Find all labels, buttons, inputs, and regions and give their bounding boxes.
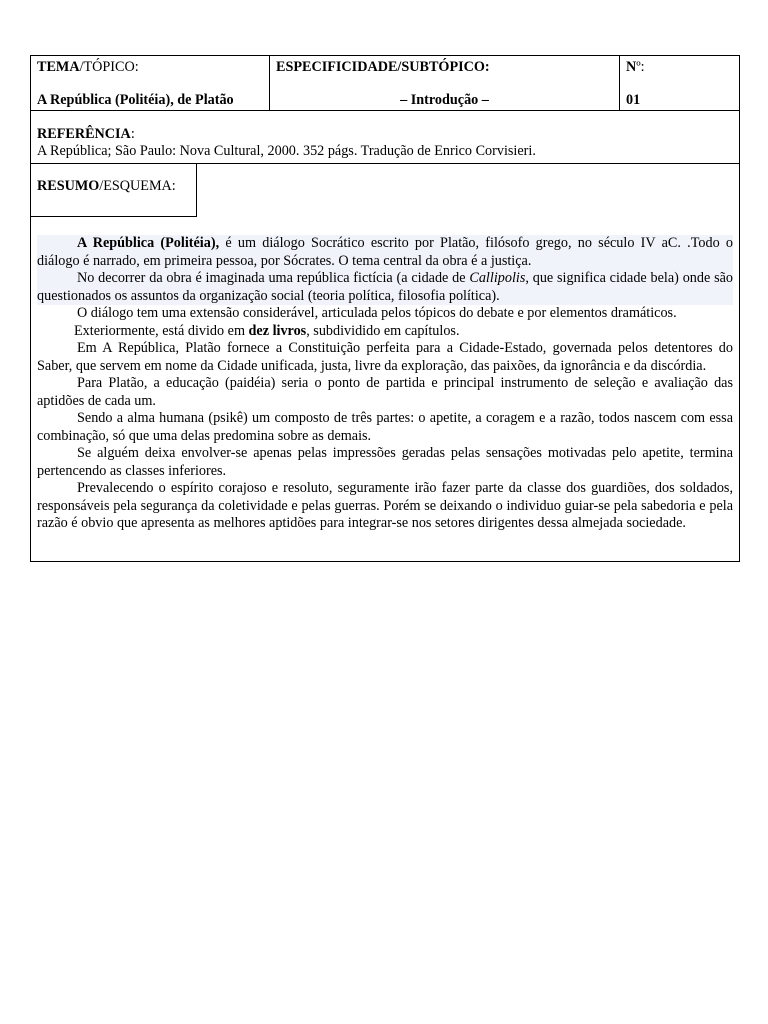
paragraph-2-end: , que significa cidade bela) onde são questionados os assuntos da organização social (teoria política, filosofia política). [37,270,733,304]
paragraph-3: O diálogo tem uma extensão considerável, articulada pelos tópicos do debate e por elementos dramáticos. [77,305,677,321]
reference-section [31,111,739,164]
paragraph-1-bold: A República (Politéia), [77,235,220,251]
tema-label-bold: TEMA [37,59,80,75]
numero-value-text: 01 [626,92,641,108]
especificidade-value [276,91,613,109]
paragraph-4-bold: dez livros [248,322,307,339]
tema-value-text: A República (Politéia), de Platão [37,92,234,108]
numero-cell [620,56,739,110]
reference-text: A República; São Paulo: Nova Cultural, 2000. 352 págs. Tradução de Enrico Corvisieri. [37,143,536,159]
tema-label [37,58,263,76]
paragraph-4 [37,323,733,341]
paragraph-4-start: Exteriormente, está divido em [74,322,249,339]
reference-colon: : [130,126,135,142]
especificidade-value-text: – Introdução – [400,92,489,108]
resumo-label-bold: RESUMO [37,178,100,194]
especificidade-label [276,58,613,76]
paragraph-9: Prevalecendo o espírito corajoso e resoluto, seguramente irão fazer parte da classe dos guardiões, dos soldados, responsáveis pela segurança da coletividade e pelas guerras. Porém se deixando o individuo guiar-se pela sabedoria e pela razão é obvio que apresenta as melhores aptidões para integrar-se nos setores dirigentes dessa almejada sociedade. [37,480,733,531]
paragraph-2-start: No decorrer da obra é imaginada uma república fictícia (a cidade de [77,270,470,286]
paragraph-4-end: , subdividido em capítulos. [306,322,460,339]
especificidade-cell [270,56,620,110]
paragraph-7: Sendo a alma humana (psikê) um composto de três partes: o apetite, a coragem e a razão, todos nascem com essa combinação, só que uma delas predomina sobre as demais. [37,410,733,444]
paragraph-2 [37,270,733,305]
numero-label-bold: N [626,59,637,75]
resumo-label [31,164,197,217]
reference-label-text: REFERÊNCIA [37,126,131,142]
tema-value [37,91,263,109]
tema-label-rest: /TÓPICO: [79,59,139,75]
paragraph-8: Se alguém deixa envolver-se apenas pelas impressões geradas pelas sensações motivadas pelo apetite, termina pertencendo as classes inferiores. [37,445,733,479]
paragraph-2-italic: Callipolis [469,270,526,286]
resumo-label-rest: /ESQUEMA: [99,178,176,194]
numero-value [626,91,733,109]
paragraph-1 [37,235,733,270]
resumo-body [31,217,739,561]
paragraph-1-text: é um diálogo Socrático escrito por Platão, filósofo grego, no século IV aC. .Todo o diálogo é narrado, em primeira pessoa, por Sócrates. O tema central da obra é a justiça. [37,235,733,269]
tema-cell [31,56,270,110]
paragraph-5: Em A República, Platão fornece a Constituição perfeita para a Cidade-Estado, governada pelos detentores do Saber, que servem em nome da Cidade unificada, justa, livre da exploração, das paixões, da ignorância e da discórdia. [37,340,733,374]
header-row [31,56,739,111]
reference-label [37,126,733,143]
especificidade-label-text: ESPECIFICIDADE/SUBTÓPICO: [276,59,490,75]
summary-sheet [30,55,740,562]
paragraph-6: Para Platão, a educação (paidéia) seria o ponto de partida e principal instrumento de seleção e avaliação das aptidões de cada um. [37,375,733,409]
numero-label-rest: º: [636,59,645,75]
numero-label [626,58,733,76]
